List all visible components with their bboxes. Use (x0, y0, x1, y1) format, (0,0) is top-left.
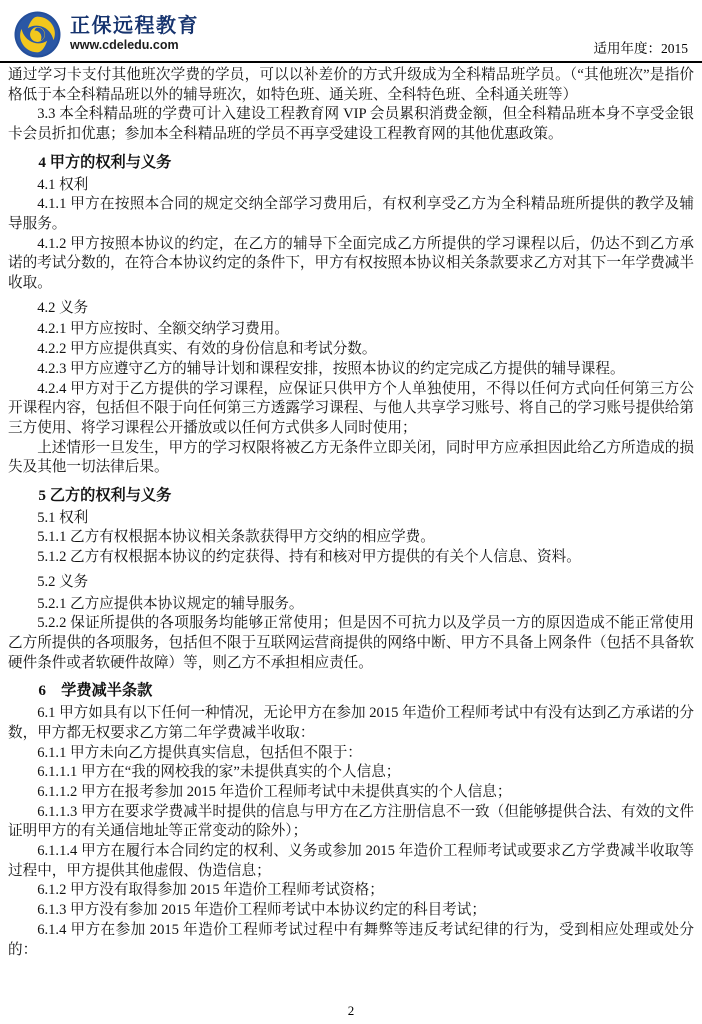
clause-6-1-1-4: 6.1.1.4 甲方在履行本合同约定的权利、义务或参加 2015 年造价工程师考试或要求乙方学费减半收取等过程中，甲方提供其他虚假、伪造信息； (8, 843, 694, 879)
clause-6-1-1-2: 6.1.1.2 甲方在报考参加 2015 年造价工程师考试中未提供真实的个人信息； (37, 783, 512, 800)
clause-5-1-2: 5.1.2 乙方有权根据本协议的约定获得、持有和核对甲方提供的有关个人信息、资料。 (37, 549, 581, 566)
clause-4-2: 4.2 义务 (37, 299, 89, 316)
clause-4-2-4-consequence: 上述情形一旦发生，甲方的学习权限将被乙方无条件立即关闭，同时甲方应承担因此给乙方所造成的损失及其他一切法律后果。 (8, 439, 694, 476)
clause-4-2-4: 4.2.4 甲方对于乙方提供的学习课程，应保证只供甲方个人单独使用，不得以任何方式向任何第三方公开课程内容，包括但不限于向任何第三方透露学习课程、与他人共享学习账号、将自己的学习账号提供给第三方使用、将学习课程公开播放或以任何方式供多人同时使用； (8, 380, 694, 436)
clause-4-2-2: 4.2.2 甲方应提供真实、有效的身份信息和考试分数。 (37, 341, 377, 358)
clause-4-2-3: 4.2.3 甲方应遵守乙方的辅导计划和课程安排，按照本协议的约定完成乙方提供的辅导课程。 (37, 360, 625, 377)
clause-4-2-1: 4.2.1 甲方应按时、全额交纳学习费用。 (37, 321, 289, 338)
clause-5-2: 5.2 义务 (37, 573, 89, 590)
clause-6-1: 6.1 甲方如具有以下任何一种情况，无论甲方在参加 2015 年造价工程师考试中有没有达到乙方承诺的分数，甲方都无权要求乙方第二年学费减半收取： (8, 705, 694, 741)
clause-5-2-1: 5.2.1 乙方应提供本协议规定的辅导服务。 (37, 595, 304, 612)
clause-6-1-1-3: 6.1.1.3 甲方在要求学费减半时提供的信息与甲方在乙方注册信息不一致（但能够提供合法、有效的文件证明甲方的有关通信地址等正常变动的除外）； (8, 803, 694, 840)
clause-4-1-1: 4.1.1 甲方在按照本合同的规定交纳全部学习费用后，有权利享受乙方为全科精品班所提供的教学及辅导服务。 (8, 196, 694, 232)
page-number: 2 (347, 1003, 355, 1018)
page-footer (0, 1003, 702, 1019)
brand-text (70, 16, 199, 52)
clause-4-1: 4.1 权利 (37, 176, 89, 193)
swirl-globe-icon (14, 11, 61, 58)
clause-3-3: 3.3 本全科精品班的学费可计入建设工程教育网 VIP 会员累积消费金额，但全科精品班本身不享受金银卡会员折扣优惠；参加本全科精品班的学员不再享受建设工程教育网的其他优惠政策。 (8, 106, 694, 143)
clause-6-1-4: 6.1.4 甲方在参加 2015 年造价工程师考试过程中有舞弊等违反考试纪律的行为，受到相应处理或处分的： (8, 921, 694, 958)
brand-name: 正保远程教育 (70, 15, 199, 38)
clause-6-1-3: 6.1.3 甲方没有参加 2015 年造价工程师考试中本协议约定的科目考试； (37, 902, 486, 919)
section-4-heading: 4 甲方的权利与义务 (38, 153, 172, 171)
clause-6-1-1: 6.1.1 甲方未向乙方提供真实信息，包括但不限于： (37, 744, 362, 761)
contract-body (8, 66, 694, 960)
brand-url: www.cdeledu.com (70, 38, 179, 53)
clause-5-2-2: 5.2.2 保证所提供的各项服务均能够正常使用；但是因不可抗力以及学员一方的原因造成不能正常使用乙方所提供的各项服务，包括但不限于互联网运营商提供的网络中断、甲方不具备上网条件（包括不具备软硬件条件或者软硬件故障）等，则乙方不承担相应责任。 (8, 615, 694, 671)
page-header (8, 0, 694, 60)
clause-6-1-1-1: 6.1.1.1 甲方在“我的网校我的家”未提供真实的个人信息； (37, 764, 401, 781)
header-divider (0, 61, 702, 63)
paragraph-upgrade-note: 通过学习卡支付其他班次学费的学员，可以以补差价的方式升级成为全科精品班学员。（“其他班次”是指价格低于本全科精品班以外的辅导班次，如特色班、通关班、全科特色班、全科通关班等） (8, 67, 694, 103)
clause-4-1-2: 4.1.2 甲方按照本协议的约定，在乙方的辅导下全面完成乙方所提供的学习课程以后，仍达不到乙方承诺的考试分数的，在符合本协议约定的条件下，甲方有权按照本协议相关条款要求乙方对其下一年学费减半收取。 (8, 235, 694, 292)
applicable-year-label: 适用年度：2015 (593, 41, 688, 56)
section-5-heading: 5 乙方的权利与义务 (38, 487, 172, 505)
clause-5-1: 5.1 权利 (37, 509, 89, 526)
clause-6-1-2: 6.1.2 甲方没有取得参加 2015 年造价工程师考试资格； (37, 882, 384, 899)
clause-5-1-1: 5.1.1 乙方有权根据本协议相关条款获得甲方交纳的相应学费。 (37, 529, 435, 546)
section-6-heading: 6 学费减半条款 (38, 682, 153, 700)
brand (14, 11, 199, 58)
